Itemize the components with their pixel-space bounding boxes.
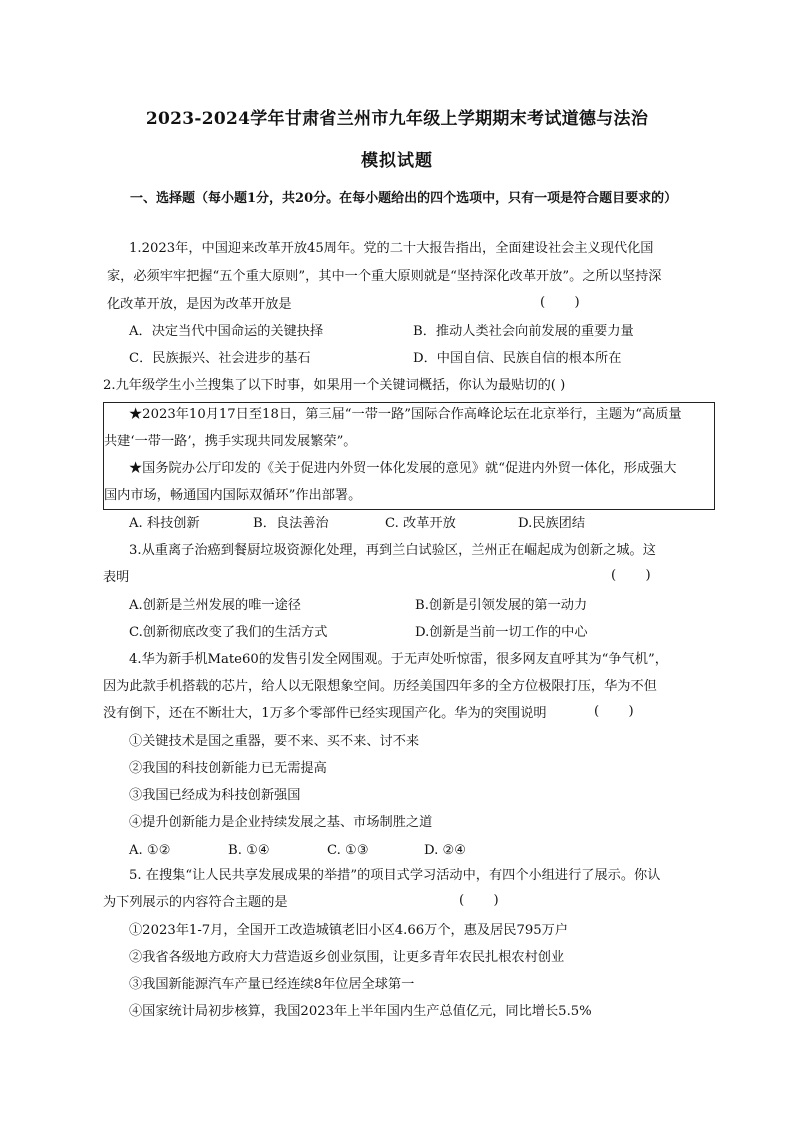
- q1-option-b: B．推动人类社会向前发展的重要力量: [413, 324, 634, 339]
- q1-option-c: C．民族振兴、社会进步的基石: [129, 351, 311, 366]
- q3-option-c: C.创新彻底改变了我们的生活方式: [129, 625, 328, 640]
- q2-option-a: A. 科技创新: [129, 516, 200, 531]
- exam-subtitle: 模拟试题: [361, 151, 433, 171]
- q1-stem-line3: 化改革开放，是因为改革开放是: [107, 297, 292, 312]
- q2-stem: 2.九年级学生小兰搜集了以下时事，如果用一个关键词概括，你认为最贴切的( ): [103, 378, 566, 393]
- q5-statement-1: ①2023年1-7月，全国开工改造城镇老旧小区4.66万个，惠及居民795万户: [129, 923, 569, 938]
- exam-title: 2023-2024学年甘肃省兰州市九年级上学期期末考试道德与法治: [145, 109, 649, 129]
- q2-option-b: B．良法善治: [253, 516, 329, 531]
- q4-statement-2: ②我国的科技创新能力已无需提高: [129, 761, 327, 776]
- q4-statement-1: ①关键技术是国之重器，要不来、买不来、讨不来: [129, 734, 420, 749]
- q1-option-a: A．决定当代中国命运的关键抉择: [129, 324, 324, 339]
- q4-option-a: A. ①②: [129, 843, 171, 858]
- q1-stem-line2: 家，必须牢牢把握“五个重大原则”，其中一个重大原则就是“坚持深化改革开放”。之所以坚持深: [107, 269, 662, 284]
- q2-option-d: D.民族团结: [518, 516, 586, 531]
- q3-stem-line1: 3.从重离子治癌到餐厨垃圾资源化处理，再到兰白试验区，兰州正在崛起成为创新之城。这: [129, 543, 656, 558]
- q4-option-d: D. ②④: [424, 843, 467, 858]
- q1-option-d: D．中国自信、民族自信的根本所在: [413, 351, 622, 366]
- q4-statement-4: ④提升创新能力是企业持续发展之基、市场制胜之道: [129, 815, 433, 830]
- q3-stem-line2: 表明: [103, 570, 130, 585]
- q2-option-c: C. 改革开放: [385, 516, 456, 531]
- q4-option-c: C. ①③: [327, 843, 369, 858]
- q4-option-b: B. ①④: [228, 843, 270, 858]
- q3-option-a: A.创新是兰州发展的唯一途径: [129, 598, 301, 613]
- q3-answer-blank: ( ): [611, 568, 651, 583]
- q4-answer-blank: ( ): [594, 704, 634, 719]
- q2-news-item1-line1: ★2023年10月17日至18日，第三届“一带一路”国际合作高峰论坛在北京举行，主题为“高质量: [129, 407, 682, 422]
- q2-news-item1-line2: 共建‘一带一路’，携手实现共同发展繁荣”。: [104, 434, 357, 449]
- q5-stem-line2: 为下列展示的内容符合主题的是: [103, 895, 288, 910]
- section-heading: 一、选择题（每小题1分，共20分。在每小题给出的四个选项中，只有一项是符合题目要求的）: [130, 191, 678, 206]
- q5-statement-2: ②我省各级地方政府大力营造返乡创业氛围，让更多青年农民扎根农村创业: [129, 950, 565, 965]
- q4-stem-line3: 没有倒下，还在不断壮大，1万多个零部件已经实现国产化。华为的突围说明: [103, 706, 547, 721]
- q5-answer-blank: ( ): [459, 893, 499, 908]
- q5-statement-3: ③我国新能源汽车产量已经连续8年位居全球第一: [129, 977, 415, 992]
- q5-statement-4: ④国家统计局初步核算，我国2023年上半年国内生产总值亿元，同比增长5.5%: [129, 1004, 592, 1019]
- q2-news-item2-line2: 国内市场，畅通国内国际双循环”作出部署。: [104, 488, 362, 503]
- q3-option-d: D.创新是当前一切工作的中心: [415, 625, 588, 640]
- q4-stem-line1: 4.华为新手机Mate60的发售引发全网围观。于无声处听惊雷，很多网友直呼其为“争气机”，: [129, 652, 668, 667]
- q4-statement-3: ③我国已经成为科技创新强国: [129, 788, 301, 803]
- q3-option-b: B.创新是引领发展的第一动力: [415, 598, 588, 613]
- q1-answer-blank: ( ): [540, 295, 580, 310]
- q2-news-item2-line1: ★国务院办公厅印发的《关于促进内外贸一体化发展的意见》就“促进内外贸一体化，形成强大: [129, 461, 677, 476]
- q5-stem-line1: 5. 在搜集“让人民共享发展成果的举措”的项目式学习活动中，有四个小组进行了展示。你认: [129, 868, 661, 883]
- q1-stem-line1: 1.2023年，中国迎来改革开放45周年。党的二十大报告指出，全面建设社会主义现代化国: [129, 241, 654, 256]
- q4-stem-line2: 因为此款手机搭载的芯片，给人以无限想象空间。历经美国四年多的全方位极限打压，华为不但: [103, 679, 657, 694]
